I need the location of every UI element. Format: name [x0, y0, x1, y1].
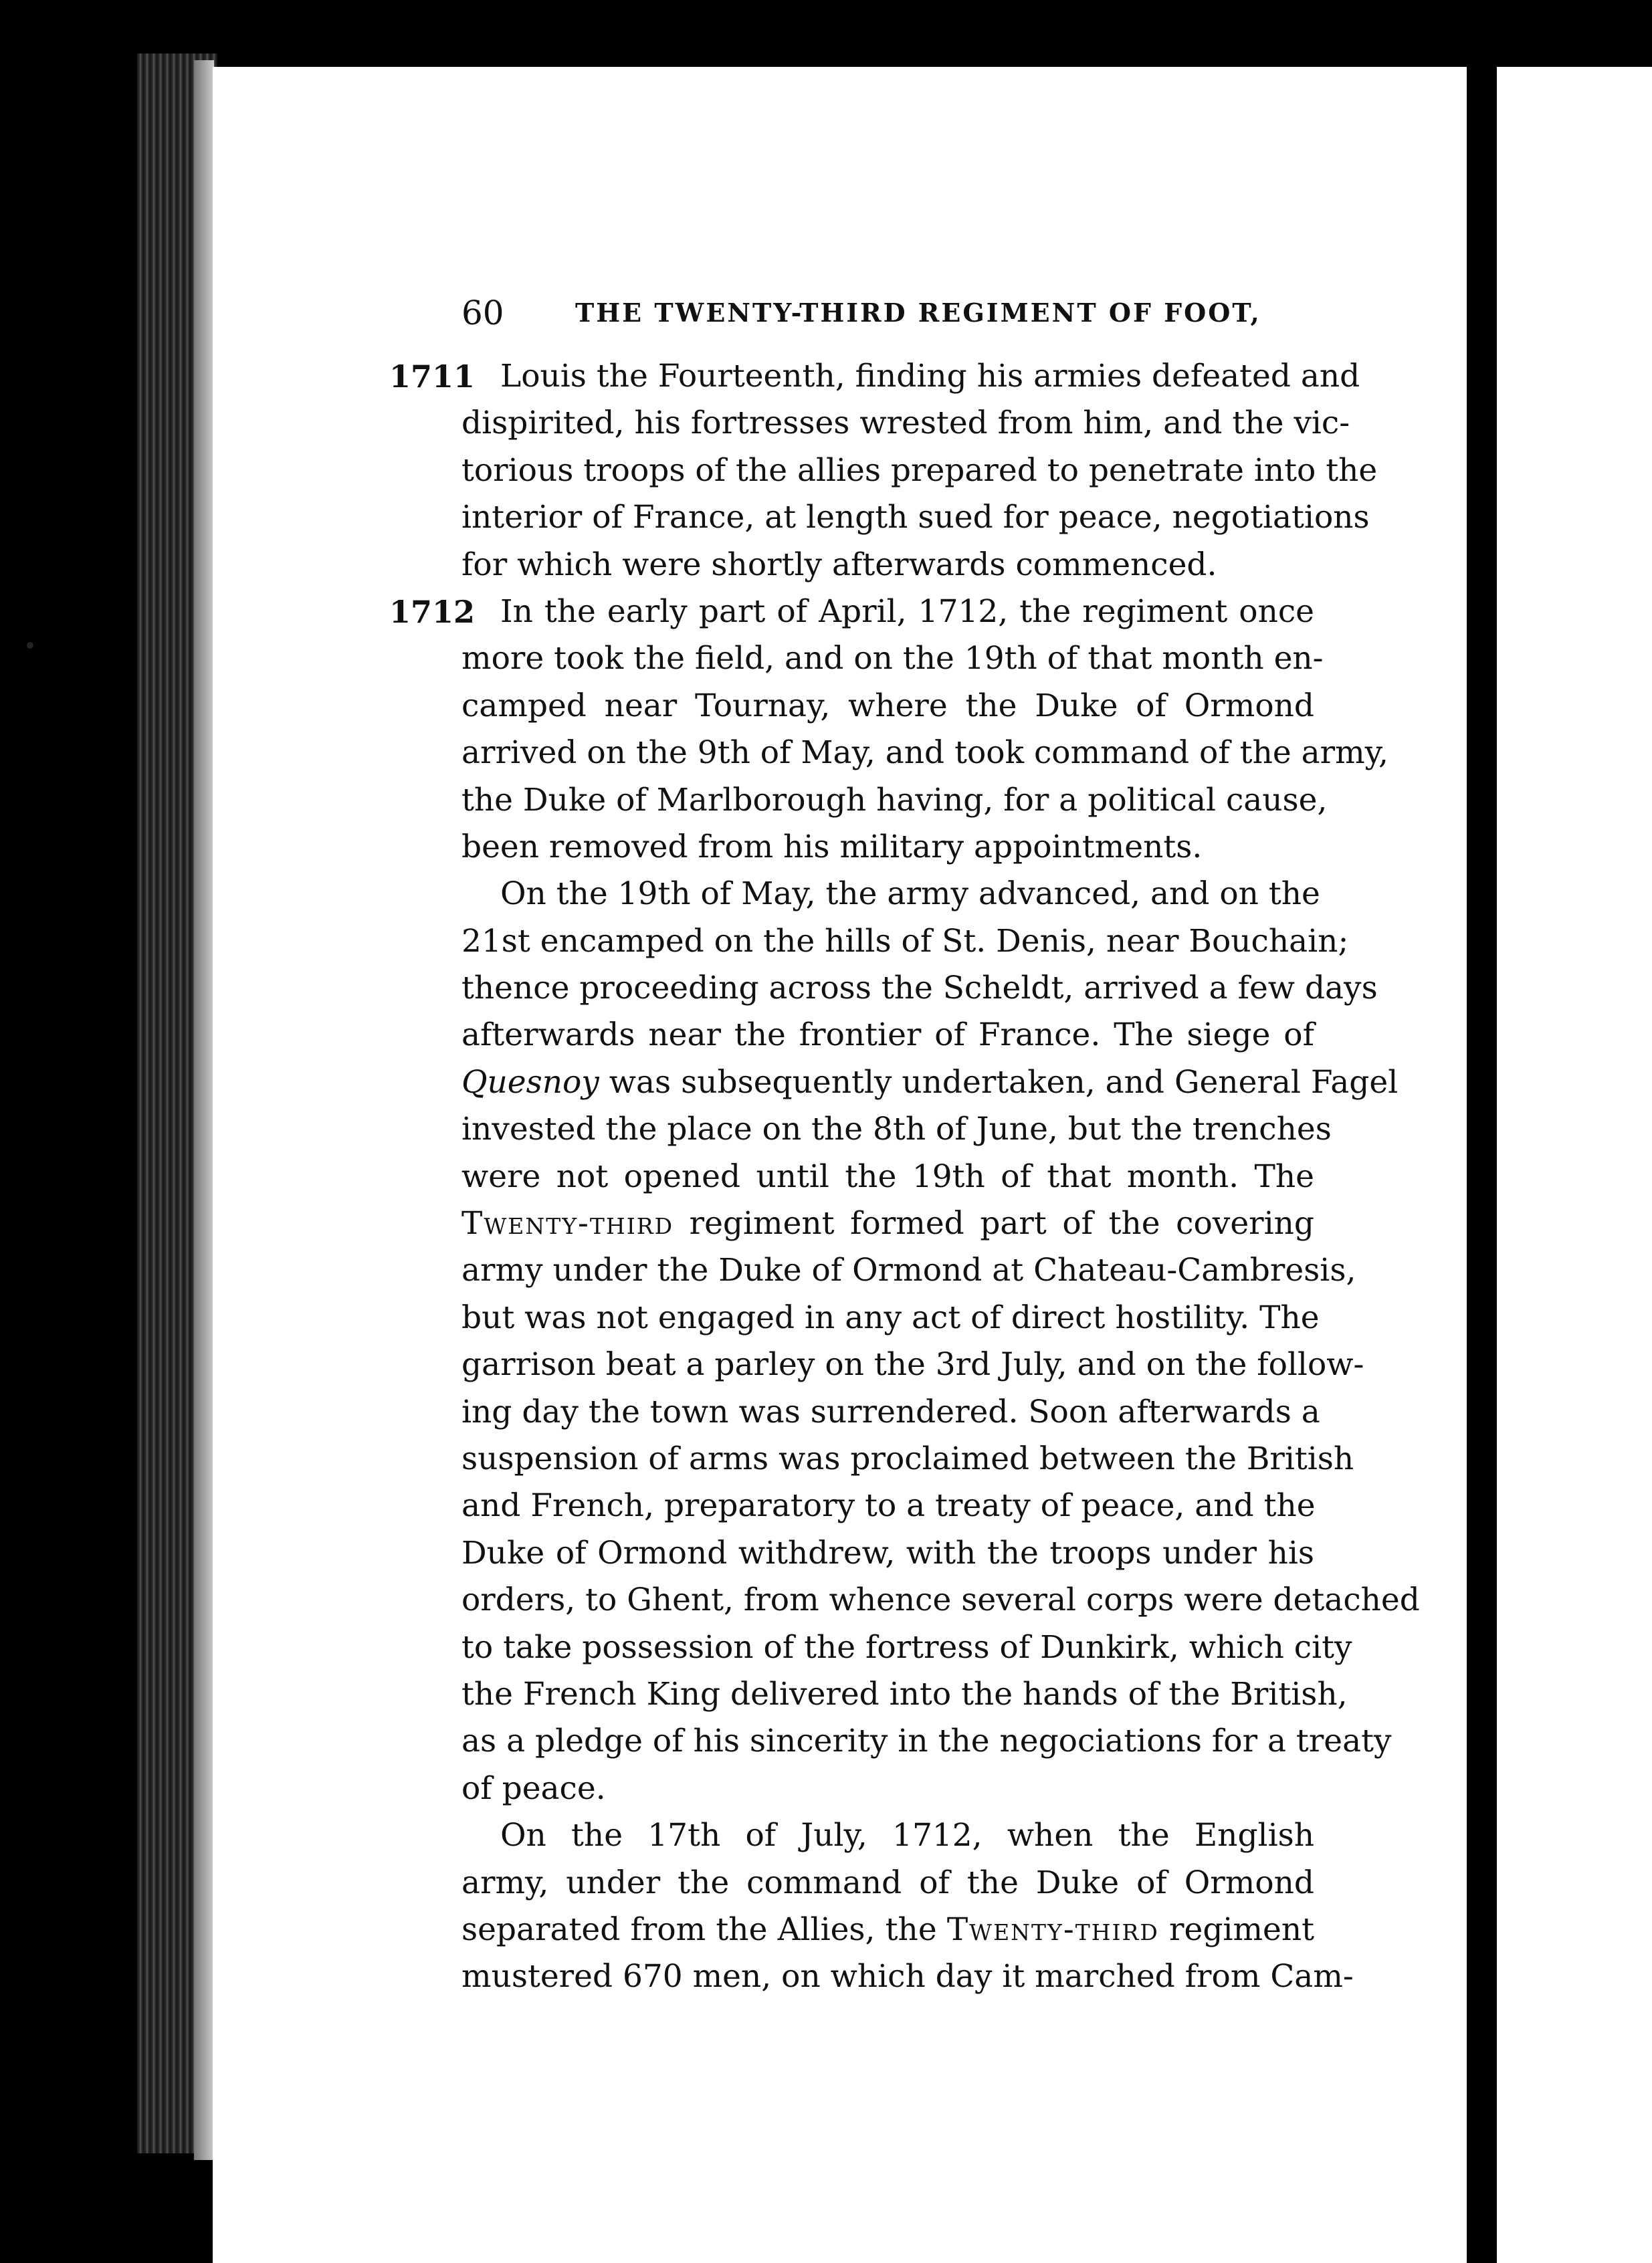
text-line: for which were shortly afterwards commenced.: [461, 546, 1217, 583]
page-edge-shadow: [194, 60, 214, 2160]
text-line: more took the field, and on the 19th of that month en-: [461, 640, 1324, 677]
text-line: [461, 1059, 1399, 1106]
text-line: but was not engaged in any act of direct hostility. The: [461, 1299, 1320, 1336]
text-line: orders, to Ghent, from whence several corps were detached: [461, 1582, 1420, 1619]
text-line: In the early part of April, 1712, the regiment once: [500, 592, 1314, 630]
text-line: garrison beat a parley on the 3rd July, and on the follow-: [461, 1346, 1364, 1384]
text-run: regiment: [1158, 1911, 1314, 1948]
text-line: [461, 1907, 1314, 1953]
text-line: and French, preparatory to a treaty of peace, and the: [461, 1487, 1316, 1525]
text-line: suspension of arms was proclaimed between the British: [461, 1440, 1354, 1477]
text-line: army under the Duke of Ormond at Chateau-Cambresis,: [461, 1252, 1356, 1289]
text-line: interior of France, at length sued for peace, negotiations: [461, 499, 1370, 536]
text-line: the French King delivered into the hands of the British,: [461, 1675, 1348, 1713]
text-line: On the 17th of July, 1712, when the English: [500, 1817, 1314, 1854]
text-line: On the 19th of May, the army advanced, and on the: [500, 875, 1320, 913]
text-line: to take possession of the fortress of Dunkirk, which city: [461, 1628, 1352, 1666]
text-line: 21st encamped on the hills of St. Denis, near Bouchain;: [461, 922, 1349, 960]
text-line: as a pledge of his sincerity in the negociations for a treaty: [461, 1723, 1392, 1760]
text-run: separated from the Allies, the: [461, 1911, 947, 1948]
margin-year-1712: 1712: [389, 594, 476, 630]
facing-page-edge: [1497, 67, 1652, 2263]
page-number: 60: [461, 294, 504, 332]
text-line: Duke of Ormond withdrew, with the troops under his: [461, 1534, 1314, 1572]
page-header: [461, 286, 1331, 340]
small-caps-regiment: Twenty-third: [461, 1205, 674, 1243]
text-line: army, under the command of the Duke of Ormond: [461, 1864, 1314, 1901]
running-head: THE TWENTY-THIRD REGIMENT OF FOOT,: [575, 298, 1261, 328]
body-text: [461, 353, 1420, 2001]
text-line: thence proceeding across the Scheldt, arrived a few days: [461, 970, 1378, 1007]
text-line: [461, 1200, 1314, 1247]
text-line: ing day the town was surrendered. Soon afterwards a: [461, 1393, 1320, 1430]
italic-place-name: Quesnoy: [461, 1063, 599, 1101]
text-line: camped near Tournay, where the Duke of Ormond: [461, 687, 1314, 724]
text-line: afterwards near the frontier of France. The siege of: [461, 1016, 1314, 1054]
text-run: was subsequently undertaken, and General Fagel: [599, 1063, 1399, 1101]
text-line: invested the place on the 8th of June, but the trenches: [461, 1111, 1332, 1148]
text-run: regiment formed part of the covering: [674, 1205, 1314, 1243]
scan-speck: [27, 642, 33, 649]
text-line: of peace.: [461, 1769, 606, 1807]
text-line: mustered 670 men, on which day it marched from Cam-: [461, 1958, 1354, 1996]
margin-year-1711: 1711: [389, 358, 476, 395]
text-line: dispirited, his fortresses wrested from him, and the vic-: [461, 405, 1350, 442]
text-line: been removed from his military appointments.: [461, 828, 1203, 865]
text-line: were not opened until the 19th of that month. The: [461, 1158, 1314, 1195]
text-line: the Duke of Marlborough having, for a political cause,: [461, 781, 1328, 819]
text-line: torious troops of the allies prepared to penetrate into the: [461, 451, 1378, 489]
small-caps-regiment: Twenty-third: [946, 1911, 1159, 1948]
text-line: Louis the Fourteenth, finding his armies defeated and: [500, 358, 1360, 395]
text-line: arrived on the 9th of May, and took command of the army,: [461, 734, 1388, 772]
